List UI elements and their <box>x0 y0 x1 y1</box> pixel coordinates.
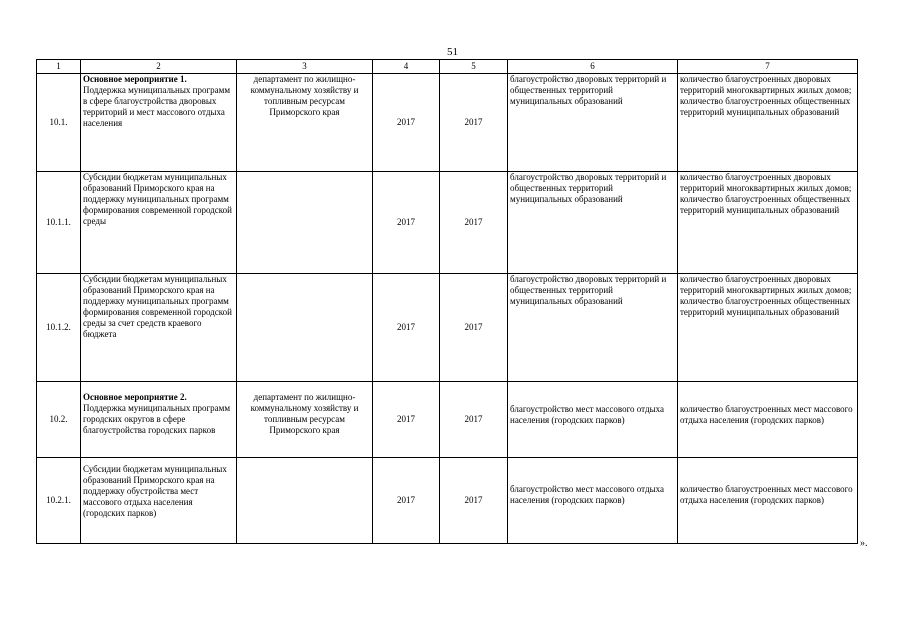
activity-title: Основное мероприятие 2. <box>83 392 187 402</box>
table-row <box>37 458 858 544</box>
header-cell-3: 3 <box>237 60 373 74</box>
end-year: 2017 <box>440 458 508 544</box>
indicator-cell: количество благоустроенных мест массового отдыха населения (городских парков) <box>678 458 858 544</box>
header-cell-5: 5 <box>440 60 508 74</box>
executor-cell: департамент по жилищно-коммунальному хозяйству и топливным ресурсам Приморского края <box>237 382 373 458</box>
activity-cell <box>81 458 237 544</box>
activity-text: Субсидии бюджетам муниципальных образований Приморского края на поддержку обустройства мест массового отдыха населения (городских парков) <box>83 464 227 518</box>
activity-cell <box>81 274 237 382</box>
activity-title: Основное мероприятие 1. <box>83 74 187 84</box>
executor-cell <box>237 172 373 274</box>
header-cell-7: 7 <box>678 60 858 74</box>
end-year: 2017 <box>440 74 508 172</box>
indicator-cell: количество благоустроенных дворовых территорий многоквартирных жилых домов; количество благоустроенных общественных территорий муниципальных образований <box>678 274 858 382</box>
row-number: 10.1.1. <box>37 172 81 274</box>
table-row <box>37 274 858 382</box>
header-cell-1: 1 <box>37 60 81 74</box>
row-number: 10.2.1. <box>37 458 81 544</box>
header-cell-4: 4 <box>373 60 440 74</box>
end-year: 2017 <box>440 274 508 382</box>
activity-cell <box>81 74 237 172</box>
row-number: 10.1. <box>37 74 81 172</box>
closing-quote-mark: ». <box>860 538 868 549</box>
activity-cell <box>81 172 237 274</box>
result-cell: благоустройство мест массового отдыха населения (городских парков) <box>508 458 678 544</box>
indicator-cell: количество благоустроенных мест массового отдыха населения (городских парков) <box>678 382 858 458</box>
start-year: 2017 <box>373 172 440 274</box>
executor-cell <box>237 274 373 382</box>
executor-cell: департамент по жилищно-коммунальному хозяйству и топливным ресурсам Приморского края <box>237 74 373 172</box>
activity-cell <box>81 382 237 458</box>
executor-cell <box>237 458 373 544</box>
start-year: 2017 <box>373 382 440 458</box>
row-number: 10.2. <box>37 382 81 458</box>
row-number: 10.1.2. <box>37 274 81 382</box>
header-cell-2: 2 <box>81 60 237 74</box>
start-year: 2017 <box>373 458 440 544</box>
activity-text: Поддержка муниципальных программ городских округов в сфере благоустройства городских парков <box>83 403 231 435</box>
end-year: 2017 <box>440 382 508 458</box>
program-table <box>36 59 858 544</box>
page-number: 51 <box>447 46 458 58</box>
indicator-cell: количество благоустроенных дворовых территорий многоквартирных жилых домов; количество благоустроенных общественных территорий муниципальных образований <box>678 74 858 172</box>
end-year: 2017 <box>440 172 508 274</box>
indicator-cell: количество благоустроенных дворовых территорий многоквартирных жилых домов; количество благоустроенных общественных территорий муниципальных образований <box>678 172 858 274</box>
result-cell: благоустройство мест массового отдыха населения (городских парков) <box>508 382 678 458</box>
start-year: 2017 <box>373 74 440 172</box>
result-cell: благоустройство дворовых территорий и общественных территорий муниципальных образований <box>508 274 678 382</box>
start-year: 2017 <box>373 274 440 382</box>
activity-text: Субсидии бюджетам муниципальных образований Приморского края на поддержку муниципальных программ формирования современной городской среды за счет средств краевого бюджета <box>83 274 232 339</box>
table-row <box>37 172 858 274</box>
result-cell: благоустройство дворовых территорий и общественных территорий муниципальных образований <box>508 172 678 274</box>
table-row <box>37 382 858 458</box>
result-cell: благоустройство дворовых территорий и общественных территорий муниципальных образований <box>508 74 678 172</box>
table-header-row <box>37 60 858 74</box>
activity-text: Субсидии бюджетам муниципальных образований Приморского края на поддержку муниципальных программ формирования современной городской среды <box>83 172 232 226</box>
table-row <box>37 74 858 172</box>
activity-text: Поддержка муниципальных программ в сфере благоустройства дворовых территорий и мест массового отдыха населения <box>83 85 231 128</box>
header-cell-6: 6 <box>508 60 678 74</box>
